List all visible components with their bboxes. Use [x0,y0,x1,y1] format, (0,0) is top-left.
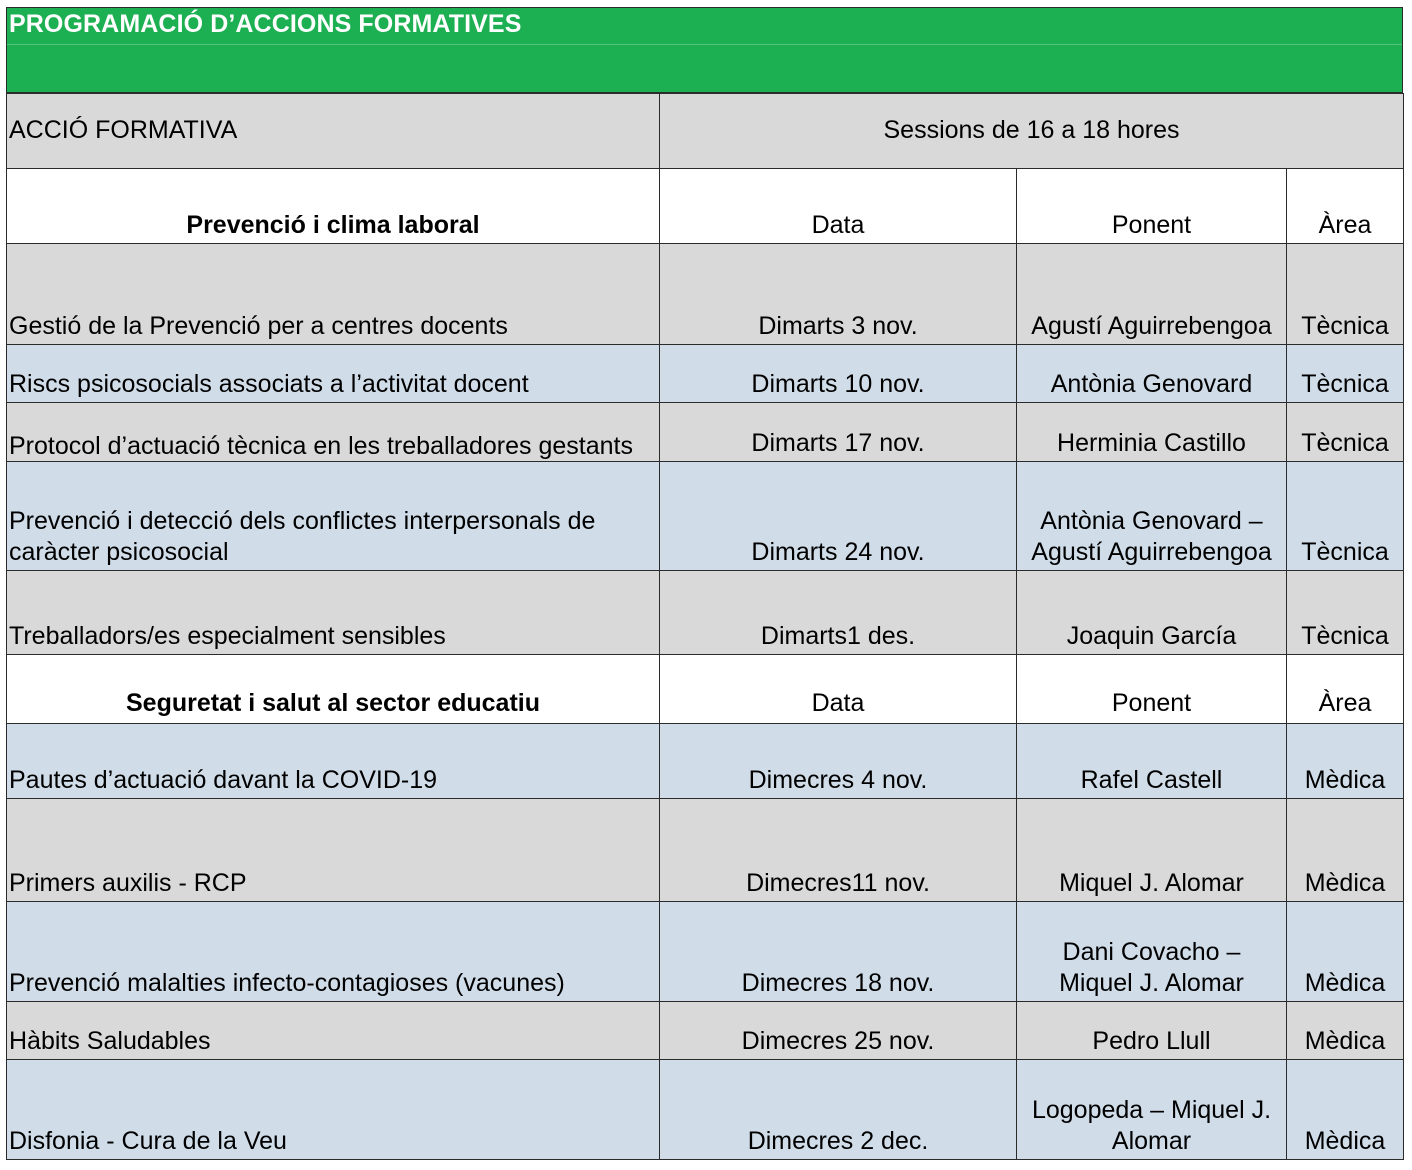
course-area: Tècnica [1287,571,1404,655]
table-row [7,1002,1404,1060]
course-title: Protocol d’actuació tècnica en les treballadores gestants [7,403,660,462]
table-header-row [7,94,1404,169]
course-speaker: Joaquin García [1017,571,1287,655]
course-speaker: Dani Covacho – Miquel J. Alomar [1017,902,1287,1002]
column-header-area: Àrea [1287,655,1404,724]
banner-divider [7,44,1402,45]
course-speaker: Logopeda – Miquel J. Alomar [1017,1060,1287,1160]
course-area: Mèdica [1287,724,1404,799]
course-title: Pautes d’actuació davant la COVID-19 [7,724,660,799]
course-area: Tècnica [1287,403,1404,462]
course-speaker: Antònia Genovard [1017,345,1287,403]
course-date: Dimecres11 nov. [660,799,1017,902]
table-row [7,244,1404,345]
course-title: Hàbits Saludables [7,1002,660,1060]
course-speaker: Rafel Castell [1017,724,1287,799]
course-date: Dimecres 4 nov. [660,724,1017,799]
table-row [7,799,1404,902]
column-header-data: Data [660,169,1017,244]
schedule-table [6,93,1404,1160]
section-header-row [7,655,1404,724]
course-title: Prevenció malalties infecto-contagioses (vacunes) [7,902,660,1002]
course-speaker: Miquel J. Alomar [1017,799,1287,902]
sessions-label: Sessions de 16 a 18 hores [660,94,1404,169]
course-title: Gestió de la Prevenció per a centres docents [7,244,660,345]
accio-formativa-label: ACCIÓ FORMATIVA [7,94,660,169]
course-speaker: Antònia Genovard – Agustí Aguirrebengoa [1017,462,1287,571]
title-banner [6,7,1403,93]
course-date: Dimarts1 des. [660,571,1017,655]
course-title: Prevenció i detecció dels conflictes interpersonals de caràcter psicosocial [7,462,660,571]
table-row [7,403,1404,462]
course-area: Mèdica [1287,1002,1404,1060]
course-date: Dimecres 18 nov. [660,902,1017,1002]
course-date: Dimarts 24 nov. [660,462,1017,571]
course-date: Dimarts 3 nov. [660,244,1017,345]
course-title: Riscs psicosocials associats a l’activitat docent [7,345,660,403]
column-header-ponent: Ponent [1017,169,1287,244]
table-row [7,571,1404,655]
course-date: Dimarts 17 nov. [660,403,1017,462]
course-title: Disfonia - Cura de la Veu [7,1060,660,1160]
course-date: Dimarts 10 nov. [660,345,1017,403]
course-date: Dimecres 25 nov. [660,1002,1017,1060]
column-header-ponent: Ponent [1017,655,1287,724]
course-title: Primers auxilis - RCP [7,799,660,902]
table-row [7,345,1404,403]
course-area: Tècnica [1287,345,1404,403]
course-title: Treballadors/es especialment sensibles [7,571,660,655]
course-speaker: Pedro Llull [1017,1002,1287,1060]
course-date: Dimecres 2 dec. [660,1060,1017,1160]
course-area: Tècnica [1287,244,1404,345]
course-speaker: Agustí Aguirrebengoa [1017,244,1287,345]
course-area: Mèdica [1287,902,1404,1002]
table-row [7,902,1404,1002]
table-row [7,724,1404,799]
table-row [7,462,1404,571]
table-row [7,1060,1404,1160]
section-title-prevencio: Prevenció i clima laboral [7,169,660,244]
section-header-row [7,169,1404,244]
section-title-seguretat: Seguretat i salut al sector educatiu [7,655,660,724]
course-area: Mèdica [1287,1060,1404,1160]
column-header-data: Data [660,655,1017,724]
column-header-area: Àrea [1287,169,1404,244]
page-title: PROGRAMACIÓ D’ACCIONS FORMATIVES [9,10,522,38]
course-speaker: Herminia Castillo [1017,403,1287,462]
course-area: Mèdica [1287,799,1404,902]
course-area: Tècnica [1287,462,1404,571]
